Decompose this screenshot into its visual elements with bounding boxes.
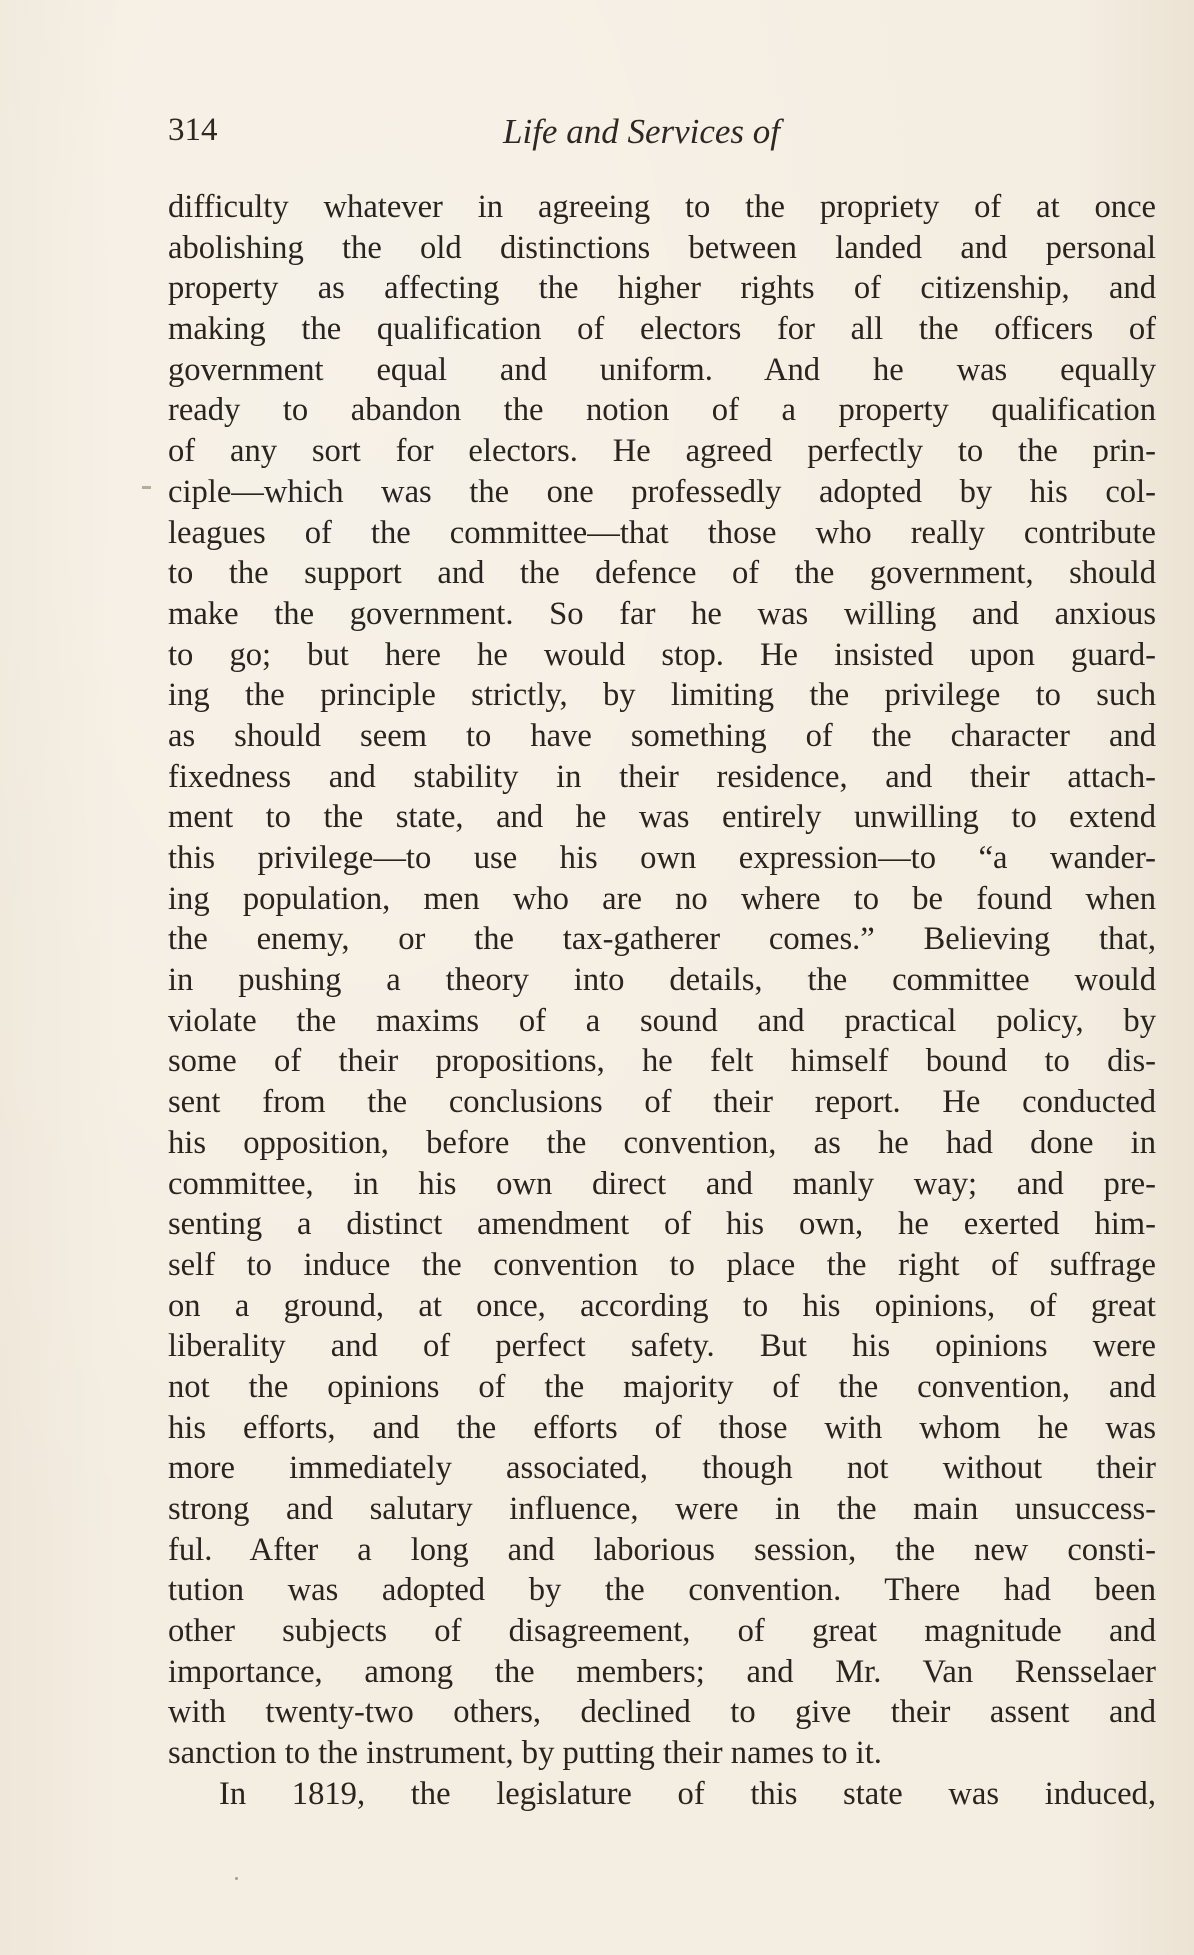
text-line: ing the principle strictly, by limiting the privilege to such xyxy=(168,677,1156,714)
text-line: in pushing a theory into details, the committee would xyxy=(168,962,1156,999)
text-line: liberality and of perfect safety. But his opinions were xyxy=(168,1328,1156,1365)
text-line: ready to abandon the notion of a property qualification xyxy=(168,392,1156,429)
text-line: as should seem to have something of the character and xyxy=(168,717,1156,754)
page-number: 314 xyxy=(168,112,218,148)
text-line: committee, in his own direct and manly way; and pre- xyxy=(168,1165,1156,1202)
text-line: violate the maxims of a sound and practical policy, by xyxy=(168,1002,1156,1039)
text-line-paragraph-start: In 1819, the legislature of this state was induced, xyxy=(219,1775,1156,1812)
text-line: sanction to the instrument, by putting their names to it. xyxy=(168,1735,882,1772)
text-line: to go; but here he would stop. He insisted upon guard- xyxy=(168,636,1156,673)
text-line: ciple—which was the one professedly adopted by his col- xyxy=(168,473,1156,510)
text-line: ful. After a long and laborious session, the new consti- xyxy=(168,1531,1156,1568)
text-line: not the opinions of the majority of the convention, and xyxy=(168,1368,1156,1405)
text-line: ing population, men who are no where to be found when xyxy=(168,880,1156,917)
paper-speck xyxy=(235,1877,238,1880)
text-line: other subjects of disagreement, of great magnitude and xyxy=(168,1613,1156,1650)
text-line: make the government. So far he was willing and anxious xyxy=(168,595,1156,632)
text-line: senting a distinct amendment of his own, he exerted him- xyxy=(168,1206,1156,1243)
text-line: property as affecting the higher rights of citizenship, and xyxy=(168,270,1156,307)
text-line: more immediately associated, though not without their xyxy=(168,1450,1156,1487)
text-line: ment to the state, and he was entirely unwilling to extend xyxy=(168,799,1156,836)
text-line: on a ground, at once, according to his opinions, of great xyxy=(168,1287,1156,1324)
text-line: to the support and the defence of the government, should xyxy=(168,555,1156,592)
text-line: his efforts, and the efforts of those with whom he was xyxy=(168,1409,1156,1446)
page-header xyxy=(168,112,1068,162)
text-line: government equal and uniform. And he was equally xyxy=(168,351,1156,388)
text-line: making the qualification of electors for all the officers of xyxy=(168,311,1156,348)
text-line: with twenty-two others, declined to give their assent and xyxy=(168,1694,1156,1731)
text-line: fixedness and stability in their residence, and their attach- xyxy=(168,758,1156,795)
body-text xyxy=(168,187,1163,1815)
text-line: sent from the conclusions of their report. He conducted xyxy=(168,1084,1156,1121)
text-line: tution was adopted by the convention. There had been xyxy=(168,1572,1156,1609)
text-line: leagues of the committee—that those who really contribute xyxy=(168,514,1156,551)
text-line: difficulty whatever in agreeing to the propriety of at once xyxy=(168,189,1156,225)
text-line: abolishing the old distinctions between landed and personal xyxy=(168,229,1156,266)
text-line: some of their propositions, he felt himself bound to dis- xyxy=(168,1043,1156,1080)
margin-mark xyxy=(142,486,151,489)
text-line: of any sort for electors. He agreed perfectly to the prin- xyxy=(168,433,1156,470)
running-title: Life and Services of xyxy=(503,112,781,151)
text-line: the enemy, or the tax-gatherer comes.” Believing that, xyxy=(168,921,1156,958)
text-line: strong and salutary influence, were in the main unsuccess- xyxy=(168,1491,1156,1527)
text-line: his opposition, before the convention, as he had done in xyxy=(168,1124,1156,1161)
text-line: self to induce the convention to place the right of suffrage xyxy=(168,1246,1156,1283)
text-line: this privilege—to use his own expression—to “a wander- xyxy=(168,840,1156,876)
text-line: importance, among the members; and Mr. Van Rensselaer xyxy=(168,1653,1156,1690)
